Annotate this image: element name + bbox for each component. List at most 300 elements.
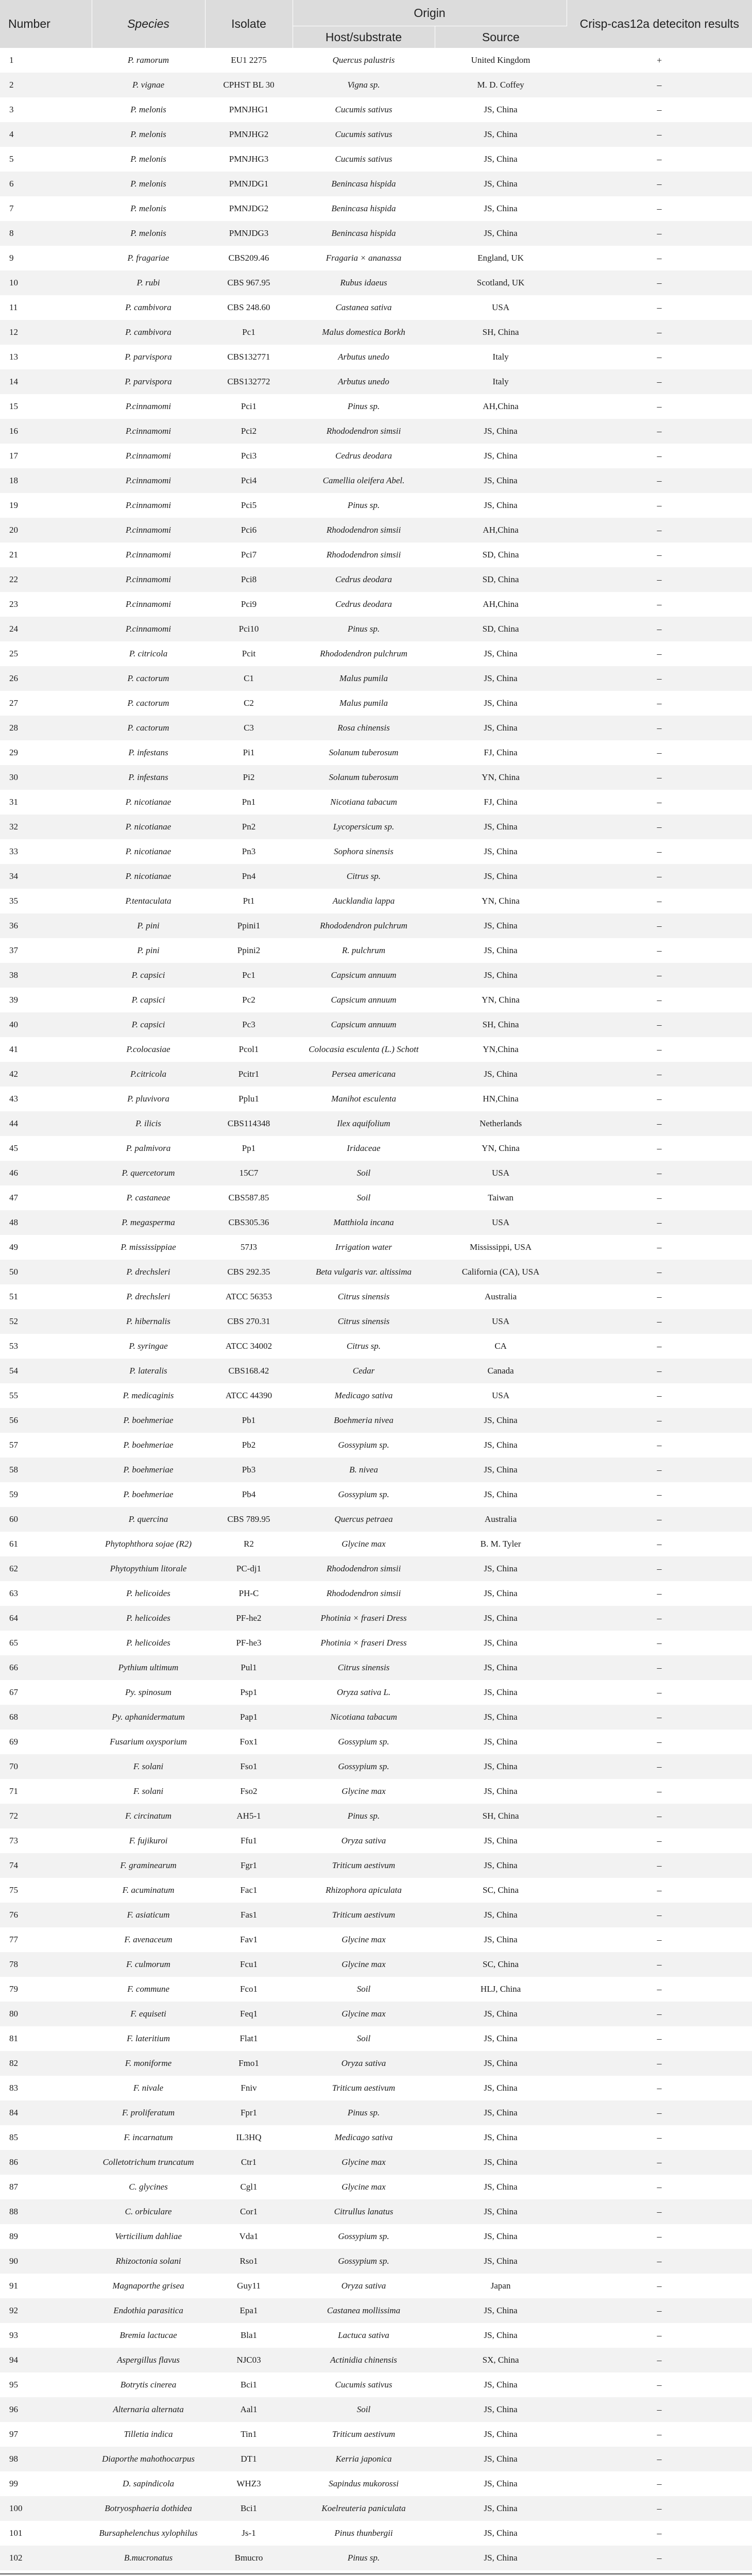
cell-isolate: CPHST BL 30: [223, 80, 275, 90]
cell-host: Pinus sp.: [347, 624, 380, 634]
cell-number: 36: [9, 921, 18, 930]
cell-source: SH, China: [482, 1020, 519, 1029]
header-host: Host/substrate: [293, 26, 435, 48]
cell-isolate: CBS 789.95: [227, 1514, 270, 1524]
cell-result: –: [657, 1959, 662, 1970]
cell-isolate: Fso1: [240, 1761, 258, 1771]
cell-isolate: CBS209.46: [228, 253, 269, 263]
cell-source: JS, China: [484, 1588, 518, 1598]
cell-result: –: [657, 1860, 662, 1871]
cell-host: Triticum aestivum: [332, 2083, 396, 2093]
cell-source: JS, China: [484, 2528, 518, 2538]
cell-source: JS, China: [484, 451, 518, 461]
cell-species: P. nicotianae: [125, 797, 172, 807]
cell-number: 12: [9, 327, 18, 337]
cell-source: JS, China: [484, 1069, 518, 1079]
cell-source: JS, China: [484, 1613, 518, 1623]
cell-source: Taiwan: [488, 1193, 514, 1202]
cell-species: P. melonis: [130, 179, 166, 189]
cell-host: Soil: [356, 1984, 371, 1994]
cell-isolate: CBS114348: [227, 1118, 270, 1128]
table-row: [0, 1260, 752, 1284]
table-row: [0, 2150, 752, 2175]
cell-isolate: Pb1: [242, 1415, 256, 1425]
cell-isolate: Pp1: [242, 1143, 256, 1153]
cell-source: JS, China: [484, 2132, 518, 2142]
cell-source: JS, China: [484, 1836, 518, 1845]
cell-result: –: [657, 1316, 662, 1327]
cell-number: 102: [9, 2553, 23, 2563]
cell-host: Camellia oleifera Abel.: [322, 476, 405, 485]
cell-species: Endothia parasitica: [113, 2306, 183, 2315]
cell-isolate: CBS 292.35: [227, 1267, 270, 1277]
cell-result: –: [657, 2008, 662, 2019]
cell-number: 2: [9, 80, 14, 90]
cell-species: P. nicotianae: [125, 822, 172, 832]
cell-host: Beta vulgaris var. altissima: [315, 1267, 412, 1277]
cell-number: 43: [9, 1094, 18, 1104]
table-row: [0, 1334, 752, 1359]
cell-source: California (CA), USA: [462, 1267, 540, 1277]
cell-host: Cucumis sativus: [335, 129, 392, 139]
cell-number: 86: [9, 2157, 18, 2167]
cell-result: –: [657, 178, 662, 189]
cell-host: Solanum tuberosum: [329, 748, 399, 757]
cell-number: 77: [9, 1935, 18, 1944]
table-row: [0, 2348, 752, 2372]
cell-isolate: PMNJHG3: [229, 154, 269, 164]
table-bottom-rule: [0, 2573, 752, 2574]
cell-host: Sapindus mukorossi: [329, 2479, 399, 2488]
cell-species: P. ramorum: [128, 55, 169, 65]
cell-species: Verticilium dahliae: [115, 2231, 182, 2241]
cell-host: Quercus petraea: [334, 1514, 393, 1524]
cell-isolate: Pci4: [241, 476, 257, 485]
table-row: [0, 1235, 752, 1260]
table-row: [0, 2076, 752, 2100]
cell-species: P. capsici: [131, 1020, 165, 1029]
cell-result: –: [657, 1736, 662, 1747]
cell-number: 40: [9, 1020, 18, 1029]
cell-species: Aspergillus flavus: [117, 2355, 180, 2365]
cell-number: 73: [9, 1836, 18, 1845]
cell-number: 15: [9, 401, 18, 411]
cell-source: Netherlands: [479, 1118, 522, 1128]
cell-species: P. pluvivora: [127, 1094, 169, 1104]
cell-number: 59: [9, 1489, 18, 1499]
cell-isolate: Pci10: [238, 624, 259, 634]
table-row: [0, 73, 752, 97]
cell-species: F. avenaceum: [124, 1935, 173, 1944]
cell-species: P. drechsleri: [126, 1267, 170, 1277]
cell-species: Py. aphanidermatum: [112, 1712, 185, 1722]
table-row: [0, 815, 752, 839]
cell-species: P.cinnamomi: [126, 525, 171, 535]
cell-number: 16: [9, 426, 18, 436]
table-row: [0, 2447, 752, 2471]
cell-number: 44: [9, 1118, 18, 1128]
cell-species: P. lateralis: [129, 1366, 167, 1376]
cell-host: Castanea mollissima: [327, 2306, 401, 2315]
cell-result: –: [657, 623, 662, 634]
cell-result: –: [657, 1167, 662, 1178]
cell-isolate: Bci1: [240, 2503, 258, 2513]
cell-isolate: CBS587.85: [228, 1193, 269, 1202]
cell-source: JS, China: [484, 204, 518, 213]
cell-species: Rhizoctonia solani: [115, 2256, 181, 2266]
cell-isolate: ATCC 44390: [225, 1391, 272, 1400]
cell-result: –: [657, 302, 662, 313]
cell-host: Rhododendron simsii: [326, 525, 401, 535]
cell-number: 19: [9, 500, 18, 510]
cell-result: –: [657, 2033, 662, 2044]
cell-result: –: [657, 2379, 662, 2390]
cell-number: 72: [9, 1811, 18, 1821]
cell-host: Citrus sp.: [346, 871, 381, 881]
cell-source: B. M. Tyler: [480, 1539, 521, 1549]
cell-isolate: Fox1: [240, 1737, 258, 1747]
cell-result: –: [657, 376, 662, 387]
cell-source: M. D. Coffey: [477, 80, 524, 90]
table-row: [0, 2471, 752, 2496]
cell-source: JS, China: [484, 1860, 518, 1870]
cell-source: JS, China: [484, 105, 518, 114]
cell-host: Rosa chinensis: [337, 723, 390, 733]
cell-species: F. circinatum: [125, 1811, 172, 1821]
cell-host: Malus pumila: [339, 698, 388, 708]
cell-isolate: Pc1: [242, 327, 255, 337]
cell-isolate: AH5-1: [236, 1811, 261, 1821]
table-row: [0, 1556, 752, 1581]
cell-isolate: Vda1: [239, 2231, 259, 2241]
cell-isolate: Pi1: [243, 748, 255, 757]
table-row: [0, 740, 752, 765]
cell-number: 6: [9, 179, 14, 189]
cell-number: 83: [9, 2083, 18, 2093]
cell-result: –: [657, 1341, 662, 1351]
table-row: [0, 2100, 752, 2125]
header-isolate: Isolate: [205, 0, 293, 48]
cell-host: Rhizophora apiculata: [326, 1885, 402, 1895]
cell-number: 87: [9, 2182, 18, 2192]
header-result: Crisp-cas12a deteciton results: [567, 0, 752, 48]
cell-host: Ilex aquifolium: [337, 1118, 390, 1128]
cell-species: P.cinnamomi: [126, 500, 171, 510]
cell-isolate: Epa1: [240, 2306, 258, 2315]
cell-result: –: [657, 1464, 662, 1475]
cell-isolate: Rso1: [240, 2256, 258, 2266]
cell-source: JS, China: [484, 2033, 518, 2043]
cell-source: SD, China: [482, 574, 519, 584]
cell-number: 37: [9, 945, 18, 955]
cell-source: JS, China: [484, 1737, 518, 1747]
cell-result: –: [657, 1563, 662, 1574]
table-row: [0, 567, 752, 592]
cell-species: P. infestans: [128, 772, 168, 782]
cell-host: Kerria japonica: [335, 2454, 392, 2464]
cell-species: P. pini: [137, 921, 160, 930]
cell-isolate: Psp1: [240, 1687, 258, 1697]
cell-source: JS, China: [484, 1465, 518, 1475]
cell-isolate: Cor1: [240, 2207, 258, 2216]
cell-number: 63: [9, 1588, 18, 1598]
cell-number: 58: [9, 1465, 18, 1475]
cell-number: 1: [9, 55, 14, 65]
cell-number: 60: [9, 1514, 18, 1524]
cell-source: CA: [494, 1341, 507, 1351]
cell-source: JS, China: [484, 2429, 518, 2439]
cell-host: Nicotiana tabacum: [330, 1712, 397, 1722]
cell-host: Gossypium sp.: [338, 1489, 389, 1499]
cell-source: JS, China: [484, 2058, 518, 2068]
cell-source: JS, China: [484, 649, 518, 658]
cell-number: 4: [9, 129, 14, 139]
cell-source: JS, China: [484, 2306, 518, 2315]
cell-species: P. boehmeriae: [123, 1415, 174, 1425]
cell-isolate: PC-dj1: [236, 1564, 262, 1573]
cell-species: Py. spinosum: [125, 1687, 172, 1697]
cell-result: –: [657, 79, 662, 90]
cell-source: YN,China: [483, 1044, 519, 1054]
cell-species: P. citricola: [129, 649, 168, 658]
table-row: [0, 2125, 752, 2150]
cell-number: 32: [9, 822, 18, 832]
table-row: [0, 1284, 752, 1309]
cell-result: –: [657, 821, 662, 832]
cell-host: Capsicum annuum: [331, 1020, 397, 1029]
cell-number: 14: [9, 377, 18, 386]
cell-source: Japan: [490, 2281, 511, 2291]
cell-number: 33: [9, 846, 18, 856]
cell-source: JS, China: [484, 154, 518, 164]
cell-source: JS, China: [484, 2182, 518, 2192]
cell-isolate: Pb4: [242, 1489, 256, 1499]
cell-species: Tilletia indica: [124, 2429, 173, 2439]
cell-species: P.tentaculata: [125, 896, 172, 906]
cell-source: JS, China: [484, 500, 518, 510]
cell-isolate: Pc1: [242, 970, 255, 980]
cell-source: JS, China: [484, 2404, 518, 2414]
cell-source: FJ, China: [484, 748, 518, 757]
cell-result: –: [657, 2528, 662, 2538]
cell-number: 53: [9, 1341, 18, 1351]
cell-isolate: Flat1: [240, 2033, 258, 2043]
cell-number: 101: [9, 2528, 23, 2538]
cell-result: –: [657, 252, 662, 263]
cell-source: JS, China: [484, 921, 518, 930]
cell-host: Cucumis sativus: [335, 2380, 392, 2389]
cell-source: AH,China: [483, 599, 519, 609]
cell-isolate: Fpr1: [240, 2108, 258, 2117]
cell-number: 31: [9, 797, 18, 807]
cell-source: SH, China: [482, 327, 519, 337]
cell-result: –: [657, 549, 662, 560]
cell-isolate: CBS132772: [227, 377, 270, 386]
cell-species: Magnaporthe grisea: [112, 2281, 184, 2291]
cell-result: –: [657, 2453, 662, 2464]
table-row: [0, 1532, 752, 1556]
cell-result: –: [657, 1390, 662, 1401]
cell-host: Pinus sp.: [347, 1811, 380, 1821]
cell-species: P.cinnamomi: [126, 550, 171, 560]
cell-result: –: [657, 2058, 662, 2069]
cell-number: 98: [9, 2454, 18, 2464]
cell-host: Triticum aestivum: [332, 1860, 396, 1870]
cell-isolate: CBS 967.95: [227, 278, 270, 287]
cell-isolate: ATCC 56353: [225, 1292, 272, 1301]
header-origin: Origin: [293, 0, 567, 26]
cell-number: 65: [9, 1638, 18, 1648]
cell-source: JS, China: [484, 1663, 518, 1672]
cell-isolate: PF-he2: [236, 1613, 262, 1623]
cell-species: F. fujikuroi: [129, 1836, 168, 1845]
cell-host: Rhododendron simsii: [326, 1564, 401, 1573]
cell-source: JS, China: [484, 1687, 518, 1697]
table-row: [0, 1878, 752, 1903]
cell-species: Bremia lactucae: [119, 2330, 177, 2340]
cell-host: Triticum aestivum: [332, 2429, 396, 2439]
table-row: [0, 2002, 752, 2026]
cell-species: P. cactorum: [127, 698, 169, 708]
table-row: [0, 790, 752, 815]
cell-isolate: CBS132771: [227, 352, 270, 362]
cell-number: 29: [9, 748, 18, 757]
cell-host: Glycine max: [341, 1786, 386, 1796]
cell-isolate: 15C7: [239, 1168, 259, 1178]
cell-result: –: [657, 154, 662, 164]
table-header: [0, 0, 752, 48]
cell-host: Rhododendron pulchrum: [320, 921, 407, 930]
cell-isolate: PMNJDG3: [229, 228, 269, 238]
cell-source: JS, China: [484, 2157, 518, 2167]
cell-result: –: [657, 1143, 662, 1154]
cell-isolate: Ctr1: [241, 2157, 257, 2167]
cell-isolate: Pci1: [241, 401, 257, 411]
cell-result: –: [657, 1365, 662, 1376]
cell-host: Cucumis sativus: [335, 154, 392, 164]
cell-source: JS, China: [484, 179, 518, 189]
cell-result: –: [657, 2132, 662, 2143]
table-row: [0, 2274, 752, 2298]
cell-host: Rhododendron simsii: [326, 550, 401, 560]
cell-source: England, UK: [477, 253, 524, 263]
cell-species: C. orbiculare: [125, 2207, 172, 2216]
cell-source: JS, China: [484, 2083, 518, 2093]
cell-species: P.cinnamomi: [126, 599, 171, 609]
cell-result: –: [657, 1019, 662, 1030]
cell-source: JS, China: [484, 2479, 518, 2488]
table-row: [0, 1581, 752, 1606]
table-row: [0, 1210, 752, 1235]
table-row: [0, 518, 752, 543]
cell-species: P. medicaginis: [123, 1391, 174, 1400]
cell-species: P.cinnamomi: [126, 401, 171, 411]
cell-source: JS, China: [484, 1712, 518, 1722]
cell-source: JS, China: [484, 723, 518, 733]
cell-species: P. melonis: [130, 204, 166, 213]
cell-source: Italy: [492, 377, 509, 386]
table-row: [0, 419, 752, 444]
cell-species: F. solani: [133, 1761, 164, 1771]
cell-number: 94: [9, 2355, 18, 2365]
cell-host: Glycine max: [341, 1539, 386, 1549]
cell-host: Rhododendron pulchrum: [320, 649, 407, 658]
cell-isolate: CBS 270.31: [227, 1316, 270, 1326]
cell-isolate: Pci5: [241, 500, 257, 510]
table-row: [0, 2051, 752, 2076]
table-row: [0, 889, 752, 913]
cell-isolate: Pplu1: [238, 1094, 259, 1104]
cell-species: F. proliferatum: [122, 2108, 175, 2117]
table-row: [0, 1680, 752, 1705]
cell-species: Diaporthe mahothocarpus: [102, 2454, 195, 2464]
cell-host: Oryza sativa: [341, 2281, 386, 2291]
cell-host: R. pulchrum: [341, 945, 386, 955]
table-row: [0, 1037, 752, 1062]
cell-species: P. mississippiae: [121, 1242, 176, 1252]
cell-isolate: Fniv: [241, 2083, 257, 2093]
cell-isolate: C3: [244, 723, 254, 733]
cell-isolate: Fcu1: [240, 1959, 258, 1969]
cell-result: –: [657, 796, 662, 807]
cell-number: 89: [9, 2231, 18, 2241]
cell-result: –: [657, 228, 662, 239]
cell-source: JS, China: [484, 1935, 518, 1944]
cell-result: –: [657, 722, 662, 733]
cell-species: P. infestans: [128, 748, 168, 757]
cell-number: 81: [9, 2033, 18, 2043]
cell-result: –: [657, 2157, 662, 2167]
cell-species: F. asiaticum: [127, 1910, 170, 1920]
cell-source: JS, China: [484, 1564, 518, 1573]
cell-result: –: [657, 1291, 662, 1302]
cell-host: Glycine max: [341, 2182, 386, 2192]
table-row: [0, 1804, 752, 1828]
table-row: [0, 147, 752, 172]
cell-source: USA: [492, 302, 510, 312]
cell-host: Manihot esculenta: [331, 1094, 397, 1104]
cell-host: Boehmeria nivea: [334, 1415, 394, 1425]
cell-isolate: Pci9: [241, 599, 257, 609]
cell-number: 74: [9, 1860, 18, 1870]
cell-source: JS, China: [484, 945, 518, 955]
cell-number: 27: [9, 698, 18, 708]
cell-number: 62: [9, 1564, 18, 1573]
cell-source: YN, China: [482, 896, 520, 906]
cell-source: AH,China: [483, 525, 519, 535]
cell-isolate: IL3HQ: [236, 2132, 262, 2142]
table-row: [0, 617, 752, 641]
cell-species: P. quercetorum: [122, 1168, 175, 1178]
cell-host: Arbutus unedo: [338, 377, 389, 386]
cell-result: –: [657, 203, 662, 214]
cell-source: JS, China: [484, 2503, 518, 2513]
cell-species: P. nicotianae: [125, 846, 172, 856]
cell-number: 21: [9, 550, 18, 560]
table-row: [0, 1730, 752, 1754]
cell-source: USA: [492, 1391, 510, 1400]
cell-source: Italy: [492, 352, 509, 362]
cell-source: JS, China: [484, 2256, 518, 2266]
cell-isolate: Pb2: [242, 1440, 256, 1450]
header-source: Source: [482, 30, 520, 44]
cell-result: –: [657, 599, 662, 609]
cell-species: P. melonis: [130, 154, 166, 164]
table-row: [0, 1309, 752, 1334]
table-row: [0, 1507, 752, 1532]
cell-isolate: Fav1: [240, 1935, 258, 1944]
cell-isolate: Feq1: [240, 2009, 258, 2019]
